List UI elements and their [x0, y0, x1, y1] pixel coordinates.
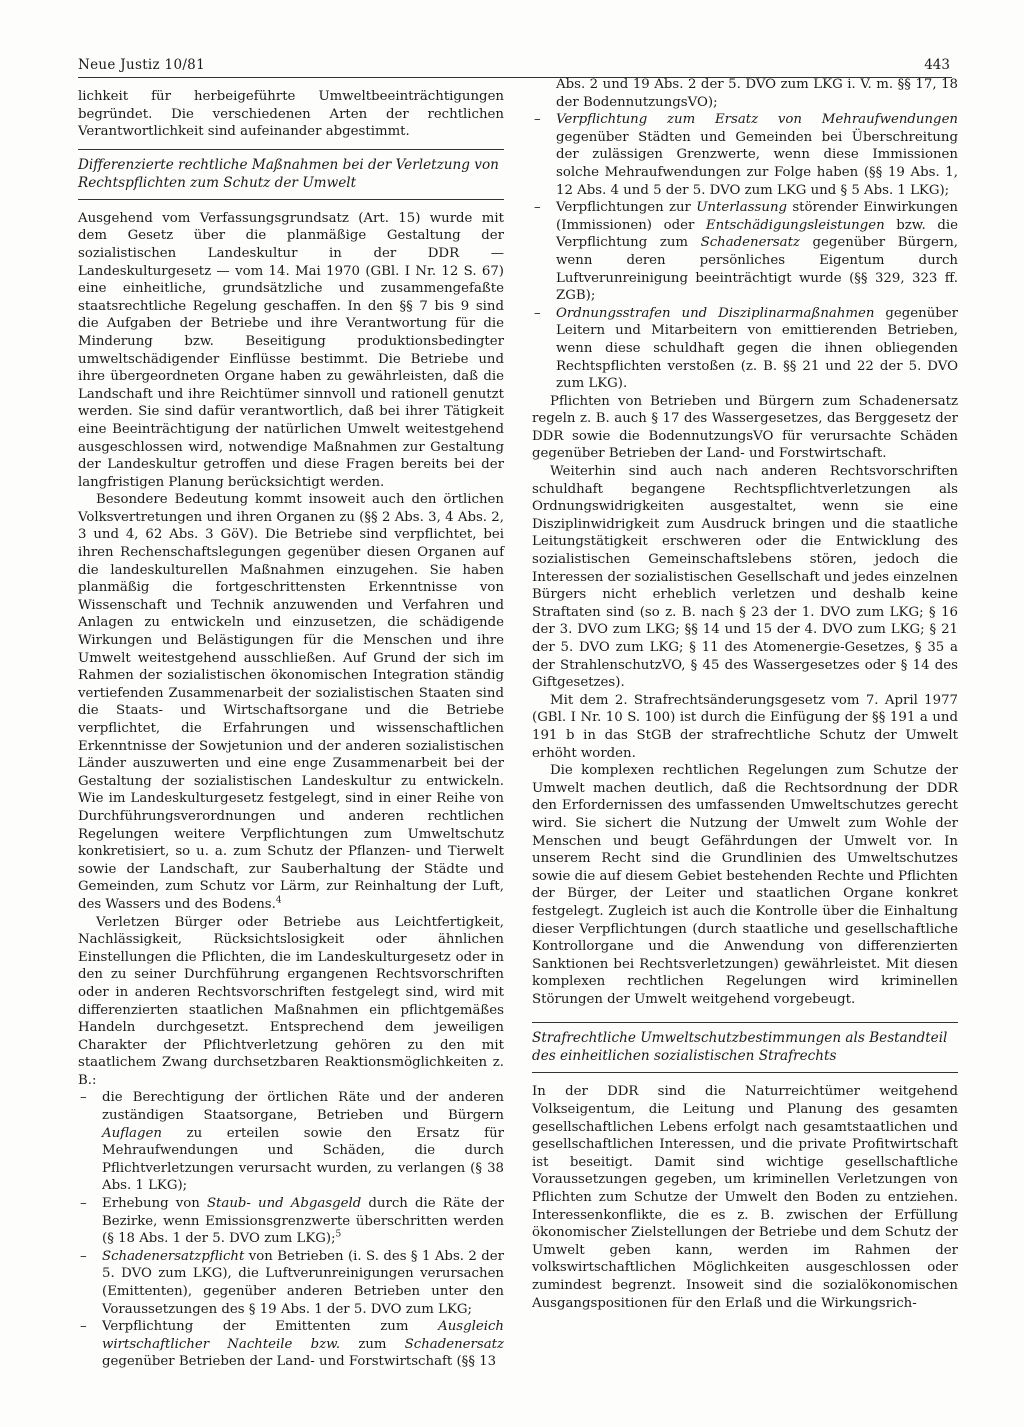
paragraph: Die komplexen rechtlichen Regelungen zum Schutze der Umwelt machen deutlich, daß die Rechtsordnung der DDR den Erfordernissen des umfassenden Umweltschutzes gerecht wird. Sie sichert die Nutzung der Umwelt zum Wohle der Menschen und beugt Gefährdungen der Umwelt vor. In unserem Recht sind die Grundlinien des Umweltschutzes sowie die auf diesem Gebiet bestehenden Rechte und Pflichten der Bürger, der Leiter und staatlichen Organe konkret festgelegt. Zugleich ist auch die Kontrolle über die Einhaltung dieser Verpflichtungen (durch staatliche und gesellschaftliche Kontrollorgane und die Anwendung von differenzierten Sanktionen bei Rechtsverletzungen) gewährleistet. Mit diesen komplexen rechtlichen Regelungen wird kriminellen Störungen der Umwelt weitgehend vorgebeugt.	[532, 763, 958, 1007]
paragraph: In der DDR sind die Naturreichtümer weitgehend Volkseigentum, die Leitung und Planung des gesamten gesellschaftlichen Lebens erfolgt nach gesamtstaatlichen und gesellschaftlichen Interessen, und die private Profitwirtschaft ist beseitigt. Damit sind wichtige gesellschaftliche Voraussetzungen gegeben, um kriminellen Verletzungen von Pflichten zum Schutze der Umwelt den Boden zu entziehen. Interessenkonflikte, die es z. B. zwischen der Erfüllung ökonomischer Zielstellungen der Betriebe und dem Schutz der Umwelt geben kann, werden im Rahmen der volkswirtschaftlichen Möglichkeiten ausgeschlossen oder zumindest begrenzt. Insoweit sind die sozialökonomischen Ausgangspositionen für den Erlaß und die Wirkungsrich-	[532, 1084, 958, 1311]
paragraph-text: Besondere Bedeutung kommt insoweit auch den örtlichen Volksvertretungen und ihren Organen zu (§§ 2 Abs. 3, 4 Abs. 2, 3 und 4, 62 Abs. 3 GöV). Die Betriebe sind verpflichtet, bei ihren Rechenschaftslegungen gegenüber diesen Organen auf die landeskulturellen Maßnahmen einzugehen. Sie haben planmäßig die fortgeschrittensten Erkenntnisse von Wissenschaft und Technik anzuwenden und Verfahren und Anlagen zu entwickeln und einzusetzen, die schädigende Wirkungen und Belästigungen für die Menschen und ihre Umwelt weitestgehend ausschließen. Auf Grund der sich im Rahmen der sozialistischen ökonomischen Integration ständig vertiefenden Zusammenarbeit der sozialistischen Staaten sind die Staats- und Wirtschaftsorgane und die Betriebe verpflichtet, die Erfahrungen und wissenschaftlichen Erkenntnisse der Sowjetunion und der anderen sozialistischen Länder auszuwerten und eine enge Zusammenarbeit bei der Gestaltung der sozialistischen Landeskultur zu entwickeln. Wie im Landeskulturgesetz festgelegt, sind in einer Reihe von Durchführungsverordnungen und anderen rechtlichen Regelungen weitere Verpflichtungen zum Umweltschutz konkretisiert, so u. a. zum Schutz der Pflanzen- und Tierwelt sowie der Landschaft, zur Sauberhaltung der Städte und Gemeinden, zum Schutz vor Lärm, zur Reinhaltung der Luft, des Wassers und des Bodens.	[78, 492, 504, 912]
list-text: Verpflichtungen zur	[556, 200, 697, 216]
paragraph: Verletzen Bürger oder Betriebe aus Leichtfertigkeit, Nachlässigkeit, Rücksichtslosigkeit oder ähnlichen Einstellungen die Pflichten, die im Landeskulturgesetz oder in den zu seiner Durchführung ergangenen Rechtsvorschriften oder in anderen Rechtsvorschriften festgelegt sind, wird mit differenzierten staatlichen Maßnahmen ein pflichtgemäßes Handeln durchgesetzt. Entsprechend dem jeweiligen Charakter der Pflichtverletzung gehören zu den mit staatlichem Zwang durchsetzbaren Reaktionsmöglichkeiten z. B.:	[78, 914, 504, 1088]
list-item	[532, 111, 958, 199]
section-heading: Differenzierte rechtliche Maßnahmen bei der Verletzung von Rechtspflichten zum Schutz der Umwelt	[78, 149, 504, 200]
left-column	[78, 88, 504, 1371]
paragraph	[78, 491, 504, 913]
list-text: zu erteilen sowie den Ersatz für Mehraufwendungen und Schäden, die durch Pflichtverletzungen verursacht wurden, zu verlangen (§ 38 Abs. 1 LKG);	[102, 1125, 504, 1194]
list-text: gegenüber Bürgern, wenn deren persönliches Eigentum durch Luftverunreinigung beeinträchtigt wurde (§§ 329, 323 ff. ZGB);	[556, 235, 958, 304]
list-text: gegenüber Betrieben der Land- und Forstwirtschaft (§§ 13	[102, 1354, 497, 1370]
emphasis: Auflagen	[102, 1125, 162, 1141]
emphasis: Schadenersatz	[700, 235, 800, 251]
list-text: die Berechtigung der örtlichen Räte und der anderen zuständigen Staatsorgane, Betrieben und Bürgern	[102, 1090, 504, 1124]
list-text: störender Einwirkungen (Immissionen) oder	[556, 200, 958, 233]
emphasis: Entschädigungsleistungen	[705, 217, 885, 233]
emphasis: Verpflichtung zum Ersatz von Mehraufwendungen	[556, 112, 958, 128]
list-text: von Betrieben (i. S. des § 1 Abs. 2 der 5. DVO zum LKG), die Luftverunreinigungen verursachen (Emittenten), gegenüber anderen Betrieben unter den Voraussetzungen des § 19 Abs. 1 der 5. DVO zum LKG;	[102, 1248, 504, 1317]
list-text: bzw. die Verpflichtung zum	[556, 217, 959, 251]
paragraph: Ausgehend vom Verfassungsgrundsatz (Art. 15) wurde mit dem Gesetz über die planmäßige Gestaltung der sozialistischen Landeskultur in der DDR — Landeskulturgesetz — vom 14. Mai 1970 (GBl. I Nr. 12 S. 67) eine einheitliche, grundsätzliche und zusammengefaßte staatsrechtliche Regelung geschaffen. In den §§ 7 bis 9 sind die Aufgaben der Betriebe und ihre Verantwortung für die Minderung bzw. Beseitigung produktionsbedingter umweltschädigender Einflüsse bestimmt. Die Betriebe und ihre übergeordneten Organe haben zu gewährleisten, daß die Landschaft und ihre Reichtümer sinnvoll und rationell genutzt werden. Sie sind dafür verantwortlich, daß bei ihrer Tätigkeit eine Beeinträchtigung der natürlichen Umwelt weitestgehend ausgeschlossen wird, notwendige Maßnahmen zur Gestaltung der Landeskultur getroffen und diese Fragen bereits bei der langfristigen Planung berücksichtigt werden.	[78, 210, 504, 490]
list-text: durch die Räte der Bezirke, wenn Emissionsgrenzwerte überschritten werden (§ 18 Abs. 1 der 5. DVO zum LKG);	[102, 1196, 504, 1247]
list-item	[532, 199, 958, 305]
footnote-ref: 5	[335, 1229, 342, 1240]
list-item	[78, 1248, 504, 1318]
list-text: zum	[340, 1336, 405, 1352]
section-heading: Strafrechtliche Umweltschutzbestimmungen als Bestandteil des einheitlichen sozialistischen Strafrechts	[532, 1022, 958, 1073]
list-item	[78, 1089, 504, 1195]
measures-list	[78, 1089, 504, 1371]
list-text: gegenüber Leitern und Mitarbeitern von emittierenden Betrieben, wenn diese schuldhaft gegen die ihnen obliegenden Rechtspflichten verstoßen (z. B. §§ 21 und 22 der 5. DVO zum LKG).	[556, 305, 958, 392]
emphasis: Schadenersatz	[404, 1336, 504, 1352]
running-header	[78, 56, 958, 76]
page-number: 443	[924, 57, 950, 73]
list-item	[532, 305, 958, 393]
journal-page	[78, 56, 958, 1406]
list-continuation: Abs. 2 und 19 Abs. 2 der 5. DVO zum LKG i. V. m. §§ 17, 18 der BodennutzungsVO);	[556, 77, 958, 110]
measures-list-continued	[532, 111, 958, 393]
list-item	[78, 1195, 504, 1248]
paragraph: Pflichten von Betrieben und Bürgern zum Schadenersatz regeln z. B. auch § 17 des Wassergesetzes, das Berggesetz der DDR sowie die BodennutzungsVO für verursachte Schäden gegenüber Betrieben der Land- und Forstwirtschaft.	[532, 393, 958, 462]
right-column	[532, 76, 958, 1312]
emphasis: Ordnungsstrafen und Disziplinarmaßnahmen	[556, 305, 875, 321]
emphasis: Unterlassung	[696, 200, 788, 216]
footnote-ref: 4	[275, 895, 282, 906]
emphasis: Schadenersatzpflicht	[102, 1248, 245, 1264]
list-text: Erhebung von	[102, 1196, 207, 1212]
paragraph: lichkeit für herbeigeführte Umweltbeeinträchtigungen begründet. Die verschiedenen Arten der rechtlichen Verantwortlichkeit sind aufeinander abgestimmt.	[78, 89, 504, 140]
emphasis: Ausgleich wirtschaftlicher Nachteile bzw.	[102, 1319, 504, 1352]
emphasis: Staub- und Abgasgeld	[206, 1196, 362, 1212]
list-item	[78, 1318, 504, 1371]
list-text: Verpflichtung der Emittenten zum	[102, 1319, 439, 1335]
journal-title: Neue Justiz 10/81	[78, 57, 205, 73]
paragraph: Weiterhin sind auch nach anderen Rechtsvorschriften schuldhaft begangene Rechtspflichtverletzungen als Ordnungswidrigkeiten ausgestaltet, wenn sie eine Disziplinwidrigkeit zum Ausdruck bringen und die staatliche Leitungstätigkeit erschweren oder die Entwicklung des sozialistischen Gemeinschaftslebens stören, jedoch die Interessen der sozialistischen Gesellschaft und jedes einzelnen Bürgers nicht erheblich verletzen und deshalb keine Straftaten sind (so z. B. nach § 23 der 1. DVO zum LKG; § 16 der 3. DVO zum LKG; §§ 14 und 15 der 4. DVO zum LKG; § 21 der 5. DVO zum LKG; § 11 des Atomenergie-Gesetzes, § 35 a der StrahlenschutzVO, § 45 des Wassergesetzes oder § 14 des Giftgesetzes).	[532, 464, 959, 691]
list-text: gegenüber Städten und Gemeinden bei Überschreitung der zulässigen Grenzwerte, wenn diese Immissionen solche Mehraufwendungen zur Folge haben (§§ 19 Abs. 1, 12 Abs. 4 und 5 der 5. DVO zum LKG und § 5 Abs. 1 LKG);	[556, 129, 958, 198]
paragraph: Mit dem 2. Strafrechtsänderungsgesetz vom 7. April 1977 (GBl. I Nr. 10 S. 100) ist durch die Einfügung der §§ 191 a und 191 b in das StGB der strafrechtliche Schutz der Umwelt erhöht worden.	[532, 692, 958, 761]
